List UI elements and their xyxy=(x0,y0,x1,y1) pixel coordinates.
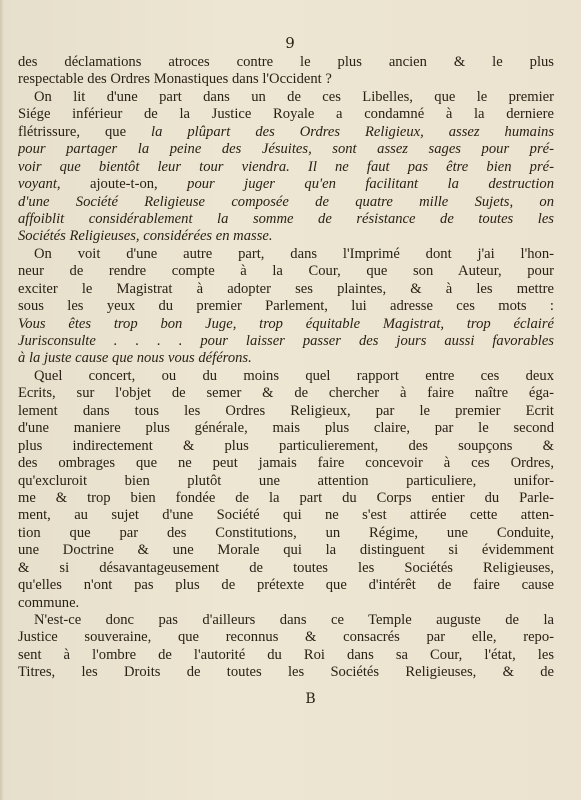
text-line: à la juste cause que nous vous déférons. xyxy=(18,350,252,367)
text-line: Sociétés Religieuses, considérées en masse. xyxy=(18,228,273,245)
text-line: lement dans tous les Ordres Religieux, par le premier Ecrit xyxy=(18,402,554,419)
text-line: neur de rendre compte à la Cour, que son Auteur, pour xyxy=(18,263,554,280)
text-line: exciter le Magistrat à adopter ses plaintes, & à les mettre xyxy=(18,280,554,297)
text-line: Siége inférieur de la Justice Royale a condamné à la derniere xyxy=(18,106,554,123)
text-line: d'une Société Religieuse composée de quatre mille Sujets, on xyxy=(18,193,554,210)
text-line: ment, au sujet d'une Société qui ne s'est attirée cette atten- xyxy=(18,507,554,524)
text-line: voyant, ajoute-t-on, pour juger qu'en facilitant la destruction xyxy=(18,176,554,193)
text-line: On voit d'une autre part, dans l'Imprimé dont j'ai l'hon- xyxy=(34,245,554,262)
text-line: On lit d'une part dans un de ces Libelles, que le premier xyxy=(34,88,554,105)
text-line: Ecrits, sur l'objet de semer & de chercher à faire naître éga- xyxy=(18,385,554,402)
text-line: flétrissure, que la plûpart des Ordres Religieux, assez humains xyxy=(18,123,554,140)
text-line: pour partager la peine des Jésuites, sont assez sages pour pré- xyxy=(18,141,554,158)
text-line: sent à l'ombre de l'autorité du Roi dans sa Cour, l'état, les xyxy=(18,646,554,663)
text-line: Titres, les Droits de toutes les Sociétés Religieuses, & de xyxy=(18,664,554,681)
text-line: Justice souveraine, que reconnus & consacrés par elle, repo- xyxy=(18,629,554,646)
text-line: commune. xyxy=(18,594,80,611)
body-text xyxy=(18,54,554,682)
text-line: d'une maniere plus générale, mais plus claire, par le second xyxy=(18,420,554,437)
text-line: Jurisconsulte . . . . pour laisser passer des jours aussi favorables xyxy=(18,333,554,349)
text-line: & si désavantageusement de toutes les Sociétés Religieuses, xyxy=(18,559,554,576)
text-line: tion que par des Constitutions, un Régime, une Conduite, xyxy=(18,524,554,541)
text-line: des déclamations atroces contre le plus ancien & le plus xyxy=(18,54,554,70)
text-line: me & trop bien fondée de la part du Corps entier du Parle- xyxy=(18,489,554,506)
text-line: qu'excluroit bien plutôt une attention particuliere, unifor- xyxy=(18,472,554,489)
page-number: 9 xyxy=(285,34,296,52)
text-line: Vous êtes trop bon Juge, trop équitable Magistrat, trop éclairé xyxy=(18,315,554,332)
text-line: N'est-ce donc pas d'ailleurs dans ce Temple auguste de la xyxy=(34,612,554,628)
text-line: des ombrages que ne peut jamais faire concevoir à ces Ordres, xyxy=(18,455,554,472)
text-line: affoiblit considérablement la somme de résistance de toutes les xyxy=(18,210,554,227)
text-line: sous les yeux du premier Parlement, lui adresse ces mots : xyxy=(18,298,554,315)
signature-mark: B xyxy=(305,691,316,707)
text-line: plus indirectement & plus particulierement, des soupçons & xyxy=(18,437,554,454)
text-line: qu'elles n'ont pas plus de prétexte que d'intérêt de faire cause xyxy=(18,577,554,594)
text-line: voir que bientôt leur tour viendra. Il ne faut pas être bien pré- xyxy=(18,158,554,175)
page-fold-shadow xyxy=(0,0,4,800)
text-line: respectable des Ordres Monastiques dans l'Occident ? xyxy=(18,71,332,88)
text-line: Quel concert, ou du moins quel rapport entre ces deux xyxy=(34,367,554,384)
text-line: une Doctrine & une Morale qui la distinguent si évidemment xyxy=(18,542,554,559)
